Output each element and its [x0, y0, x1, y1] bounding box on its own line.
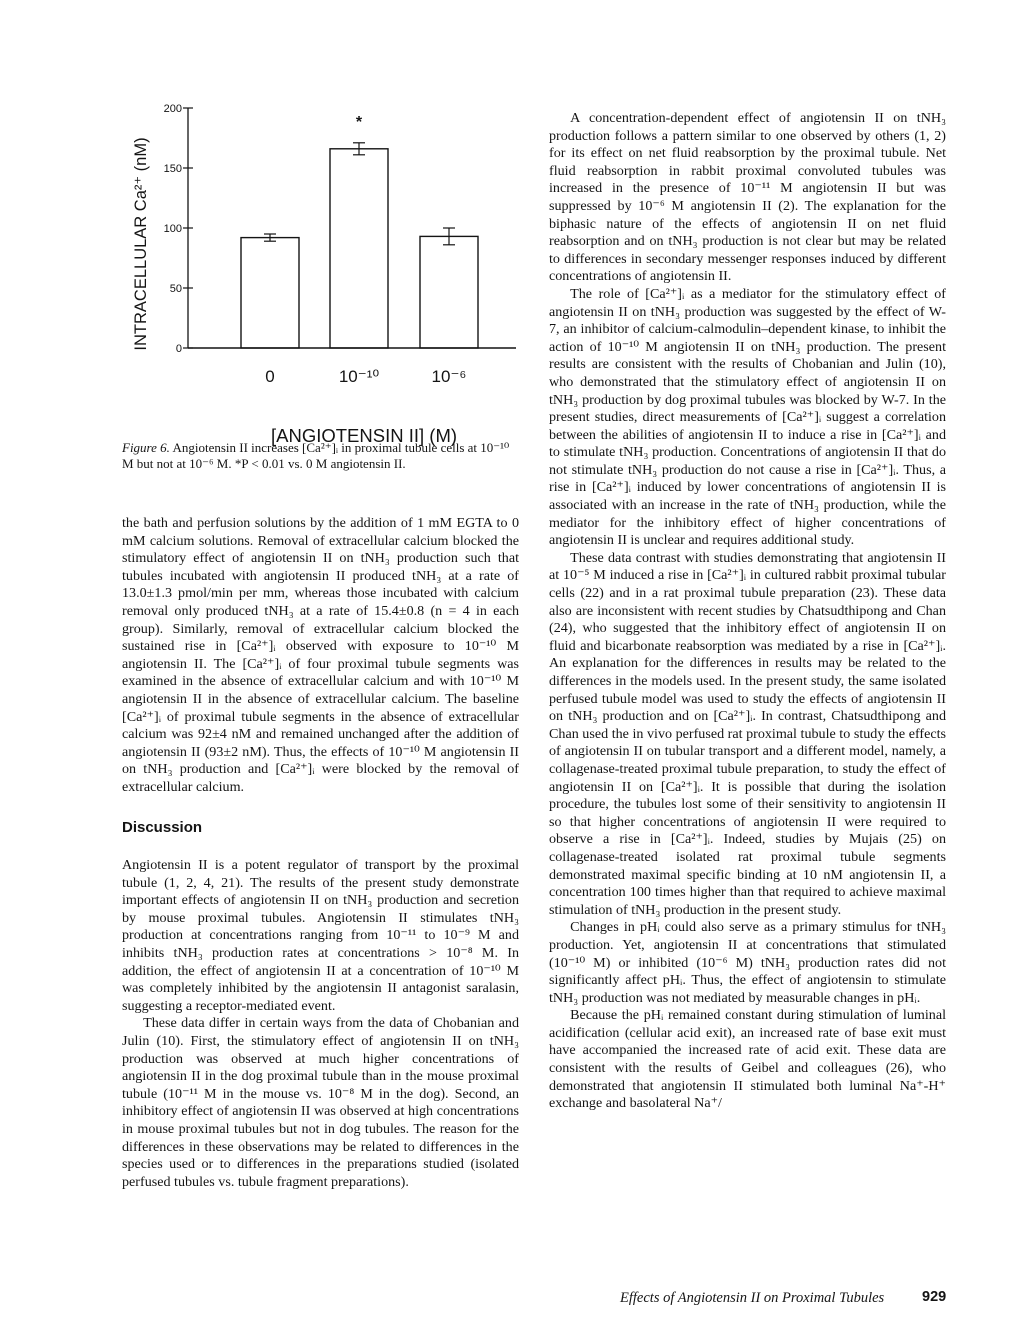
y-axis: [164, 103, 193, 355]
right-text-column: [549, 110, 946, 1113]
left-paragraph-3: These data differ in certain ways from the data of Chobanian and Julin (10). First, the stimulatory effect of angiotensin II on tNH₃ production was observed at much higher concentrations of angiotensin II in the dog proximal tubule than in the mouse proximal tubule (10⁻¹¹ M in the mouse vs. 10⁻⁸ M in the dog). Second, an inhibitory effect of angiotensin II was observed at high concentrations in mouse proximal tubules but not in dog tubules. The reason for the differences in these observations may be related to differences in the species used or to differences in the preparations studied (isolated perfused tubules vs. tubule fragment preparations).: [122, 1015, 519, 1190]
page-number: 929: [922, 1289, 947, 1305]
left-paragraph-2: Angiotensin II is a potent regulator of transport by the proximal tubule (1, 2, 4, 21). The results of the present study demonstrate important effects of angiotensin II on tNH₃ production and secretion by mouse proximal tubules. Angiotensin II stimulates tNH₃ production at concentrations ranging from 10⁻¹¹ to 10⁻⁹ M and inhibits tNH₃ production rates at concentrations > 10⁻⁸ M. In addition, the effect of angiotensin II at a concentration of 10⁻¹⁰ M was completely inhibited by the angiotensin II antagonist saralasin, suggesting a receptor-mediated event.: [122, 857, 519, 1014]
y-tick-label: 150: [163, 163, 182, 175]
right-paragraph-5: Because the pHᵢ remained constant during stimulation of luminal acidification (cellular acid exit), an increased rate of base exit must have accompanied the increased rate of acid exit. These data are consistent with the results of Geibel and colleagues (26), who demonstrated that angiotensin II stimulated both luminal Na⁺-H⁺ exchange and basolateral Na⁺/: [549, 1007, 946, 1112]
figure-caption-label: Figure 6.: [122, 440, 170, 455]
running-footer-title: Effects of Angiotensin II on Proximal Tubules: [620, 1290, 885, 1306]
x-axis: [188, 348, 516, 386]
figure-6-bar-chart: [118, 103, 528, 446]
bars: [241, 114, 478, 348]
x-axis-label: [ANGIOTENSIN II] (M): [270, 425, 458, 446]
significance-marker: *: [355, 113, 363, 131]
figure-caption-text: Angiotensin II increases [Ca²⁺]ᵢ in proximal tubule cells at 10⁻¹⁰ M but not at 10⁻⁶ M. *P < 0.01 vs. 0 M angiotensin II.: [122, 440, 510, 471]
left-paragraph-1: the bath and perfusion solutions by the addition of 1 mM EGTA to 0 mM calcium solutions. Removal of extracellular calcium blocked the stimulatory effect of angiotensin II on tNH₃ production such that tubules incubated with angiotensin II produced tNH₃ at a rate of 13.0±1.3 pmol/min per mm, whereas those incubated with calcium removal only produced tNH₃ at a rate of 15.4±0.8 (n = 4 in each group). Similarly, removal of extracellular calcium blocked the sustained rise in [Ca²⁺]ᵢ observed with exposure to 10⁻¹⁰ M angiotensin II. The [Ca²⁺]ᵢ of four proximal tubule segments was examined in the absence of extracellular calcium and with 10⁻¹⁰ M angiotensin II in the absence of extracellular calcium. The baseline [Ca²⁺]ᵢ of proximal tubule segments in the absence of extracellular calcium was 92±4 nM and remained unchanged after the addition of angiotensin II (93±2 nM). Thus, the effects of 10⁻¹⁰ M angiotensin II on tNH₃ production and [Ca²⁺]ᵢ were blocked by the removal of extracellular calcium.: [122, 515, 519, 795]
right-paragraph-2: The role of [Ca²⁺]ᵢ as a mediator for the stimulatory effect of angiotensin II on tNH₃ production was suggested by the effect of W-7, an inhibitor of calcium-calmodulin–dependent kinase, to inhibit the action of 10⁻¹⁰ M angiotensin II on tNH₃ production. The present results are consistent with the results of Chobanian and Julin (10), who demonstrated that the stimulatory effect of angiotensin II on tNH₃ production by dog proximal tubules was blocked by W-7. In the present studies, direct measurements of [Ca²⁺]ᵢ suggest a correlation between the abilities of angiotensin II to induce a rise in [Ca²⁺]ᵢ and to stimulate tNH₃ production. Concentrations of angiotensin II that do not stimulate tNH₃ production do not cause a rise in [Ca²⁺]ᵢ. Thus, a rise in [Ca²⁺]ᵢ induced by lower concentrations of angiotensin II is associated with an increase in the rate of tNH₃ production, while the mediator for the inhibitory effect of higher concentrations of angiotensin II is unclear and requires additional study.: [549, 285, 946, 549]
right-paragraph-3: These data contrast with studies demonstrating that angiotensin II at 10⁻⁵ M induced a rise in [Ca²⁺]ᵢ in cultured rabbit proximal tubular cells (22) and in a rat proximal tubule preparation (23). These data also are inconsistent with recent studies by Chatsudthipong and Chan (24), who suggested that the inhibitory effect of angiotensin II on fluid and bicarbonate reabsorption was mediated by a rise in [Ca²⁺]ᵢ. An explanation for the differences in results may be related to the differences in the models used. In the present study, the same isolated perfused tubule model was used to study the effects of angiotensin II on tNH₃ production and on [Ca²⁺]ᵢ. In contrast, Chatsudthipong and Chan used the in vivo perfused rat proximal tubule to study the effects of angiotensin II on tubular transport and a different model, namely, a collagenase-treated proximal tubule preparation, to study the effect of angiotensin II on [Ca²⁺]ᵢ. It is possible that during the isolation procedure, the tubules lost some of their sensitivity to angiotensin II so that higher concentrations of angiotensin II were required to observe a rise in [Ca²⁺]ᵢ. Indeed, studies by Mujais (25) on collagenase-treated isolated rat proximal tubule segments demonstrated maximal specific binding at 10 nM angiotensin II, a concentration 100 times higher than that required to achieve maximal stimulation of tNH₃ production in the present study.: [549, 549, 946, 918]
y-tick-label: 0: [175, 343, 182, 355]
right-paragraph-4: Changes in pHᵢ could also serve as a primary stimulus for tNH₃ production. Yet, angiotensin II at concentrations that stimulated (10⁻¹⁰ M) or inhibited (10⁻⁶ M) tNH₃ production rates did not significantly affect pHᵢ. Thus, the effect of angiotensin to stimulate tNH₃ production was not mediated by measurable changes in pHᵢ.: [549, 919, 946, 1006]
y-tick-label: 200: [163, 103, 182, 115]
y-tick-label: 50: [169, 283, 182, 295]
x-tick-label: 10⁻⁶: [431, 367, 467, 386]
right-paragraph-1: A concentration-dependent effect of angiotensin II on tNH₃ production follows a pattern similar to one observed by others (1, 2) for its effect on net fluid reabsorption by the proximal tubule. Net fluid reabsorption in rabbit proximal convoluted tubules was increased in the presence of 10⁻¹¹ M angiotensin II but was suppressed by 10⁻⁶ M angiotensin II (2). The explanation for the biphasic nature of the effects of angiotensin II on net fluid reabsorption and on tNH₃ production is not clear but may be related to differences in secondary messenger responses induced by different concentrations of angiotensin II.: [549, 110, 946, 285]
y-axis-label: INTRACELLULAR Ca²⁺ (nM): [132, 137, 150, 351]
bar: [330, 149, 388, 348]
x-tick-label: 10⁻¹⁰: [338, 367, 380, 386]
bar: [241, 238, 299, 348]
bar: [420, 236, 478, 348]
y-tick-label: 100: [163, 223, 182, 235]
figure-caption: [122, 440, 519, 472]
left-text-column: [122, 515, 519, 1191]
discussion-heading: Discussion: [122, 818, 203, 836]
x-tick-label: 0: [265, 367, 275, 386]
